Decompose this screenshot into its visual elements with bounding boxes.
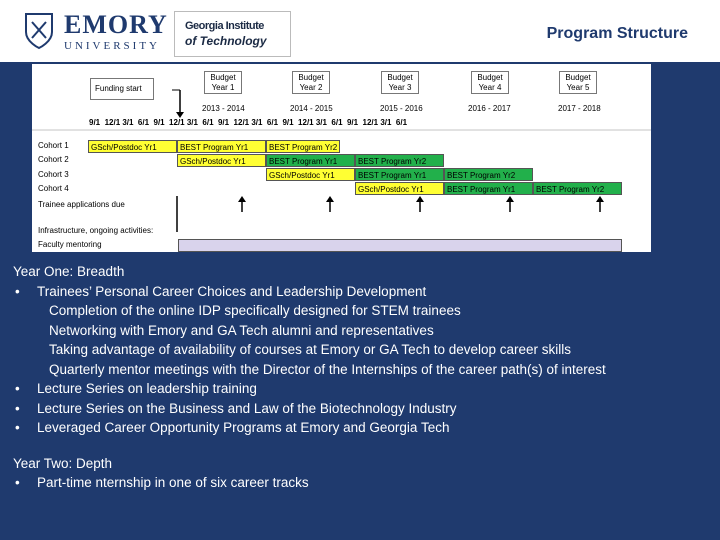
bullet-icon: • [15, 400, 20, 416]
bullet-item [13, 473, 713, 493]
year-label: 2016 - 2017 [468, 104, 511, 113]
budget-year-2: Budget Year 2 [292, 71, 330, 94]
bullet-icon: • [15, 283, 20, 299]
year-label: 2017 - 2018 [558, 104, 601, 113]
bullet-text: Part-time nternship in one of six career tracks [37, 475, 309, 490]
slide-body [13, 262, 713, 493]
cohort-4-best1-bar: BEST Program Yr1 [444, 182, 533, 195]
sub-item: Taking advantage of availability of courses at Emory or GA Tech to develop career skills [49, 342, 572, 357]
month-scale: 9/1 12/1 3/1 6/1 9/1 12/1 3/1 6/1 9/1 12/1 3/1 6/1 9/1 12/1 3/1 6/1 9/1 12/1 3/1 6/1 [89, 118, 408, 127]
bullet-item [13, 399, 713, 419]
gt-logo-line1: Georgia Institute [185, 20, 264, 32]
cohort-3-gsch-bar: GSch/Postdoc Yr1 [266, 168, 355, 181]
cohort-4-best2-bar: BEST Program Yr2 [533, 182, 622, 195]
slide-header [0, 0, 720, 62]
cohort-3-best2-bar: BEST Program Yr2 [444, 168, 533, 181]
row-label-cohort-2: Cohort 2 [38, 155, 69, 164]
sub-item: Completion of the online IDP specifically designed for STEM trainees [49, 303, 461, 318]
budget-year-4: Budget Year 4 [471, 71, 509, 94]
row-label-faculty-mentoring: Faculty mentoring [38, 240, 102, 249]
bullet-icon: • [15, 475, 20, 490]
bullet-icon: • [15, 420, 20, 435]
row-label-infrastructure: Infrastructure, ongoing activities: [38, 226, 154, 235]
emory-shield-icon [24, 12, 54, 50]
emory-wordmark: EMORY [64, 10, 168, 39]
cohort-2-best1-bar: BEST Program Yr1 [266, 154, 355, 167]
row-label-applications: Trainee applications due [38, 200, 125, 209]
gt-logo-line2: of Technology [185, 34, 267, 48]
bullet-text: Leveraged Career Opportunity Programs at Emory and Georgia Tech [37, 420, 450, 435]
cohort-1-best2-bar: BEST Program Yr2 [266, 140, 340, 153]
bullet-item [13, 418, 713, 438]
emory-logo [24, 10, 168, 56]
cohort-2-gsch-bar: GSch/Postdoc Yr1 [177, 154, 266, 167]
cohort-2-best2-bar: BEST Program Yr2 [355, 154, 444, 167]
bullet-text: Trainees’ Personal Career Choices and Leadership Development [37, 283, 427, 299]
program-timeline-chart [32, 64, 651, 252]
cohort-4-gsch-bar: GSch/Postdoc Yr1 [355, 182, 444, 195]
bullet-text: Lecture Series on the Business and Law of the Biotechnology Industry [37, 400, 457, 416]
georgia-tech-logo [174, 11, 291, 57]
cohort-1-gsch-bar: GSch/Postdoc Yr1 [88, 140, 177, 153]
row-label-cohort-4: Cohort 4 [38, 184, 69, 193]
budget-year-5: Budget Year 5 [559, 71, 597, 94]
year-two-heading: Year Two: Depth [13, 455, 113, 471]
sub-item: Networking with Emory and GA Tech alumni and representatives [49, 322, 434, 338]
year-label: 2013 - 2014 [202, 104, 245, 113]
year-one-heading: Year One: Breadth [13, 264, 125, 279]
year-label: 2014 - 2015 [290, 104, 333, 113]
row-label-cohort-1: Cohort 1 [38, 141, 69, 150]
sub-item: Quarterly mentor meetings with the Director of the Internships of the career path(s) of interest [49, 361, 606, 377]
slide-title: Program Structure [546, 25, 688, 42]
row-label-cohort-3: Cohort 3 [38, 170, 69, 179]
faculty-mentoring-bar [178, 239, 622, 252]
emory-subtitle: UNIVERSITY [64, 40, 160, 52]
bullet-item [13, 379, 713, 399]
bullet-text: Lecture Series on leadership training [37, 381, 257, 396]
budget-year-1: Budget Year 1 [204, 71, 242, 94]
bullet-item [13, 282, 713, 302]
bullet-icon: • [15, 381, 20, 396]
budget-year-3: Budget Year 3 [381, 71, 419, 94]
cohort-1-best1-bar: BEST Program Yr1 [177, 140, 266, 153]
year-label: 2015 - 2016 [380, 104, 423, 113]
funding-start-box: Funding start [90, 78, 154, 100]
cohort-3-best1-bar: BEST Program Yr1 [355, 168, 444, 181]
